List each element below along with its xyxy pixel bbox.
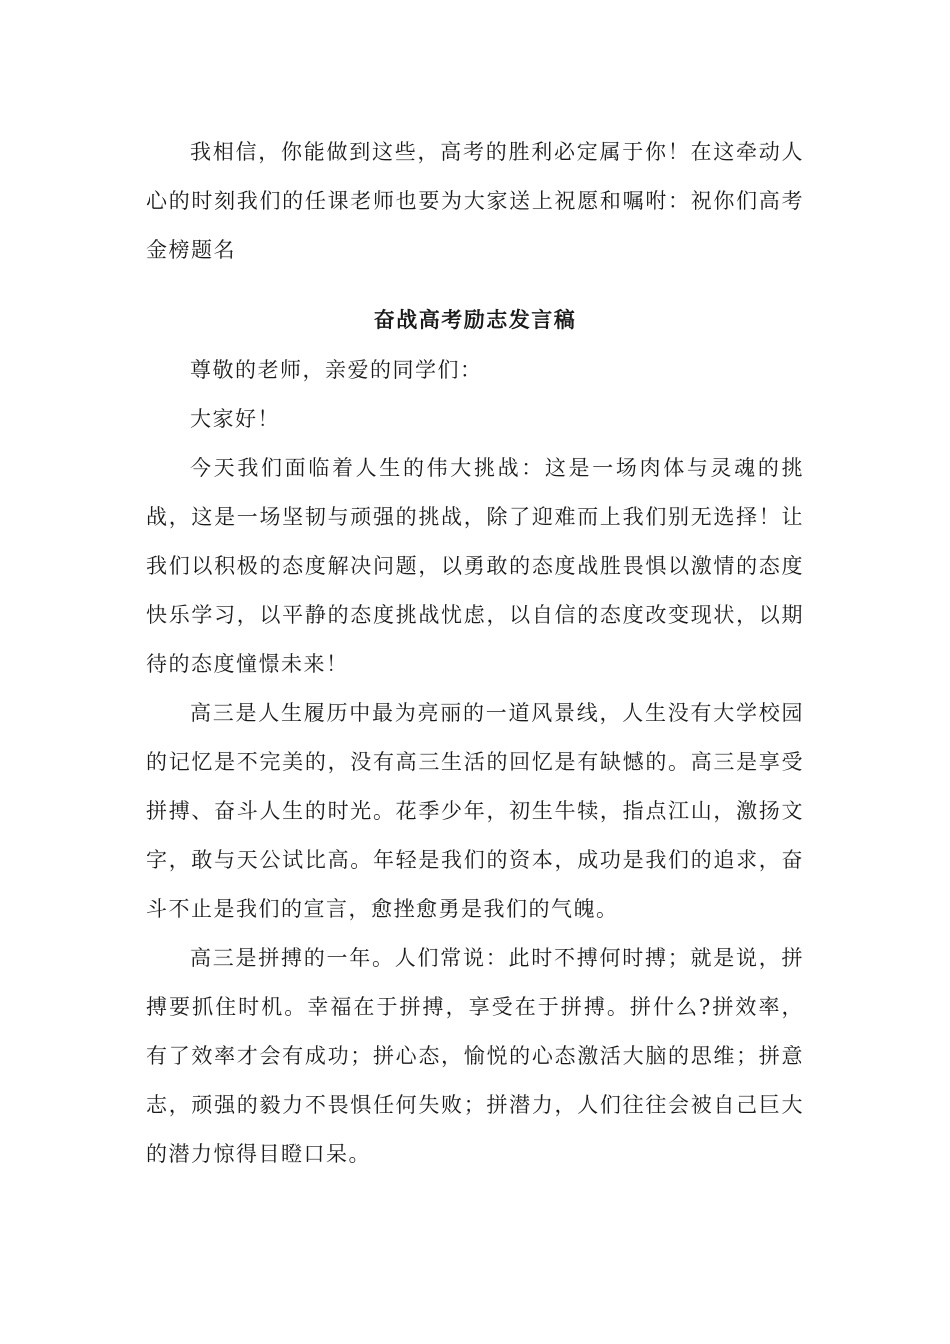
- greeting: 大家好！: [190, 407, 280, 431]
- body-paragraph: 今天我们面临着人生的伟大挑战：这是一场肉体与灵魂的挑战，这是一场坚韧与顽强的挑战，除了迎难而上我们别无选择！让我们以积极的态度解决问题，以勇敢的态度战胜畏惧以激情的态度快乐学习，以平静的态度挑战忧虑，以自信的态度改变现状，以期待的态度憧憬未来！: [146, 456, 804, 676]
- intro-paragraph: 我相信，你能做到这些，高考的胜利必定属于你！在这牵动人心的时刻我们的任课老师也要为大家送上祝愿和嘱咐：祝你们高考金榜题名: [146, 140, 804, 262]
- body-paragraph: 高三是人生履历中最为亮丽的一道风景线，人生没有大学校园的记忆是不完美的，没有高三生活的回忆是有缺憾的。高三是享受拼搏、奋斗人生的时光。花季少年，初生牛犊，指点江山，激扬文字，敢与天公试比高。年轻是我们的资本，成功是我们的追求，奋斗不止是我们的宣言，愈挫愈勇是我们的气魄。: [146, 701, 804, 921]
- document-title: 奋战高考励志发言稿: [373, 307, 577, 332]
- document-body: [146, 128, 804, 1179]
- body-paragraph: 高三是拼搏的一年。人们常说：此时不搏何时搏；就是说，拼搏要抓住时机。幸福在于拼搏，享受在于拼搏。拼什么?拼效率，有了效率才会有成功；拼心态，愉悦的心态激活大脑的思维；拼意志，顽强的毅力不畏惧任何失败；拼潜力，人们往往会被自己巨大的潜力惊得目瞪口呆。: [146, 946, 804, 1166]
- salutation: 尊敬的老师，亲爱的同学们：: [190, 358, 483, 382]
